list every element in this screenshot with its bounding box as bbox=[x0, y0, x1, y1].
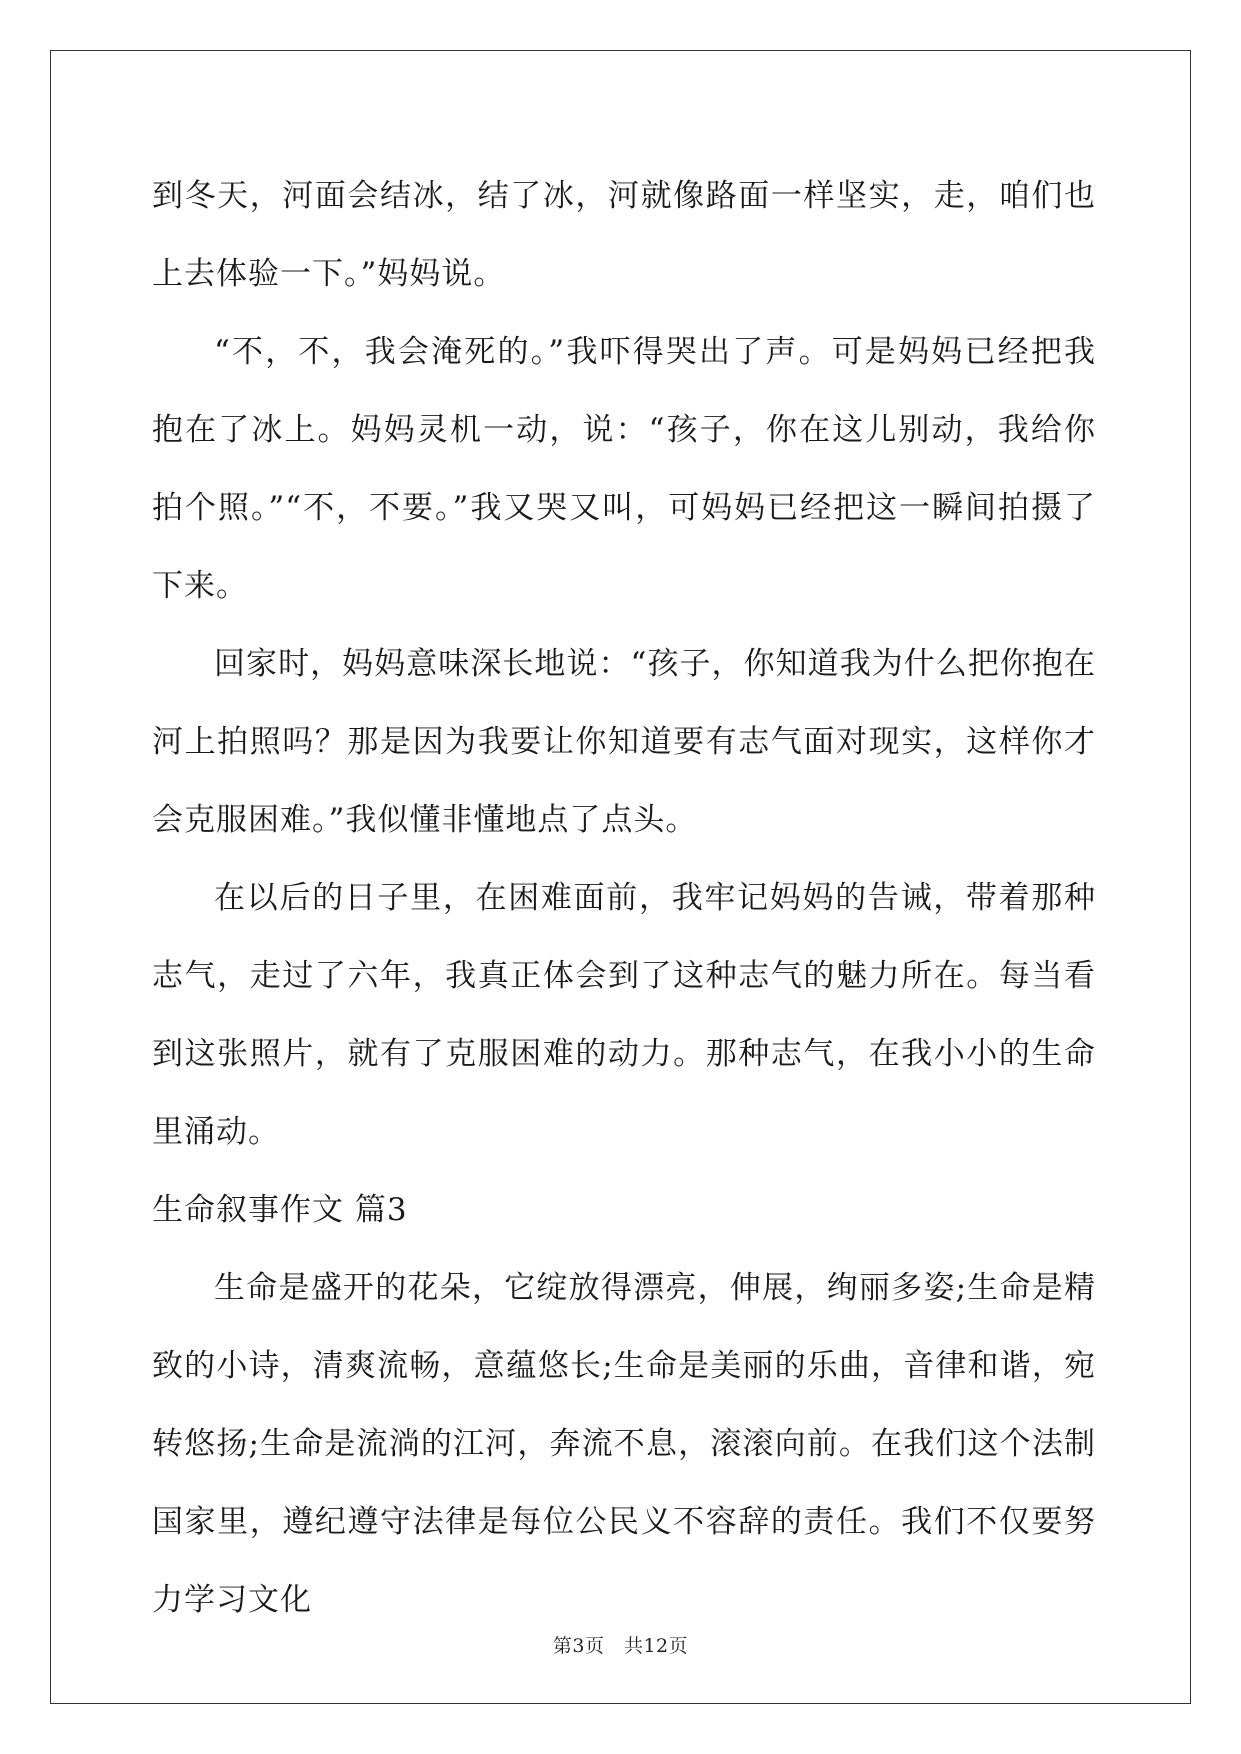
paragraph: 在以后的日子里，在困难面前，我牢记妈妈的告诫，带着那种志气，走过了六年，我真正体会到了这种志气的魅力所在。每当看到这张照片，就有了克服困难的动力。那种志气，在我小小的生命里涌动。 bbox=[152, 880, 1096, 1150]
paragraph: “不，不，我会淹死的。”我吓得哭出了声。可是妈妈已经把我抱在了冰上。妈妈灵机一动，说：“孩子，你在这儿别动，我给你拍个照。”“不，不要。”我又哭又叫，可妈妈已经把这一瞬间拍摄了下来。 bbox=[152, 334, 1096, 604]
document-body bbox=[152, 157, 1096, 1639]
paragraph: 到冬天，河面会结冰，结了冰，河就像路面一样坚实，走，咱们也上去体验一下。”妈妈说。 bbox=[152, 178, 1096, 292]
page-number-footer: 第3页 共12页 bbox=[552, 1635, 689, 1657]
section-heading: 生命叙事作文 篇3 bbox=[152, 1192, 408, 1228]
paragraph: 生命是盛开的花朵，它绽放得漂亮，伸展，绚丽多姿;生命是精致的小诗，清爽流畅，意蕴悠长;生命是美丽的乐曲，音律和谐，宛转悠扬;生命是流淌的江河，奔流不息，滚滚向前。在我们这个法制国家里，遵纪遵守法律是每位公民义不容辞的责任。我们不仅要努力学习文化 bbox=[152, 1270, 1096, 1618]
paragraph: 回家时，妈妈意味深长地说：“孩子，你知道我为什么把你抱在河上拍照吗？那是因为我要让你知道要有志气面对现实，这样你才会克服困难。”我似懂非懂地点了点头。 bbox=[152, 646, 1096, 838]
